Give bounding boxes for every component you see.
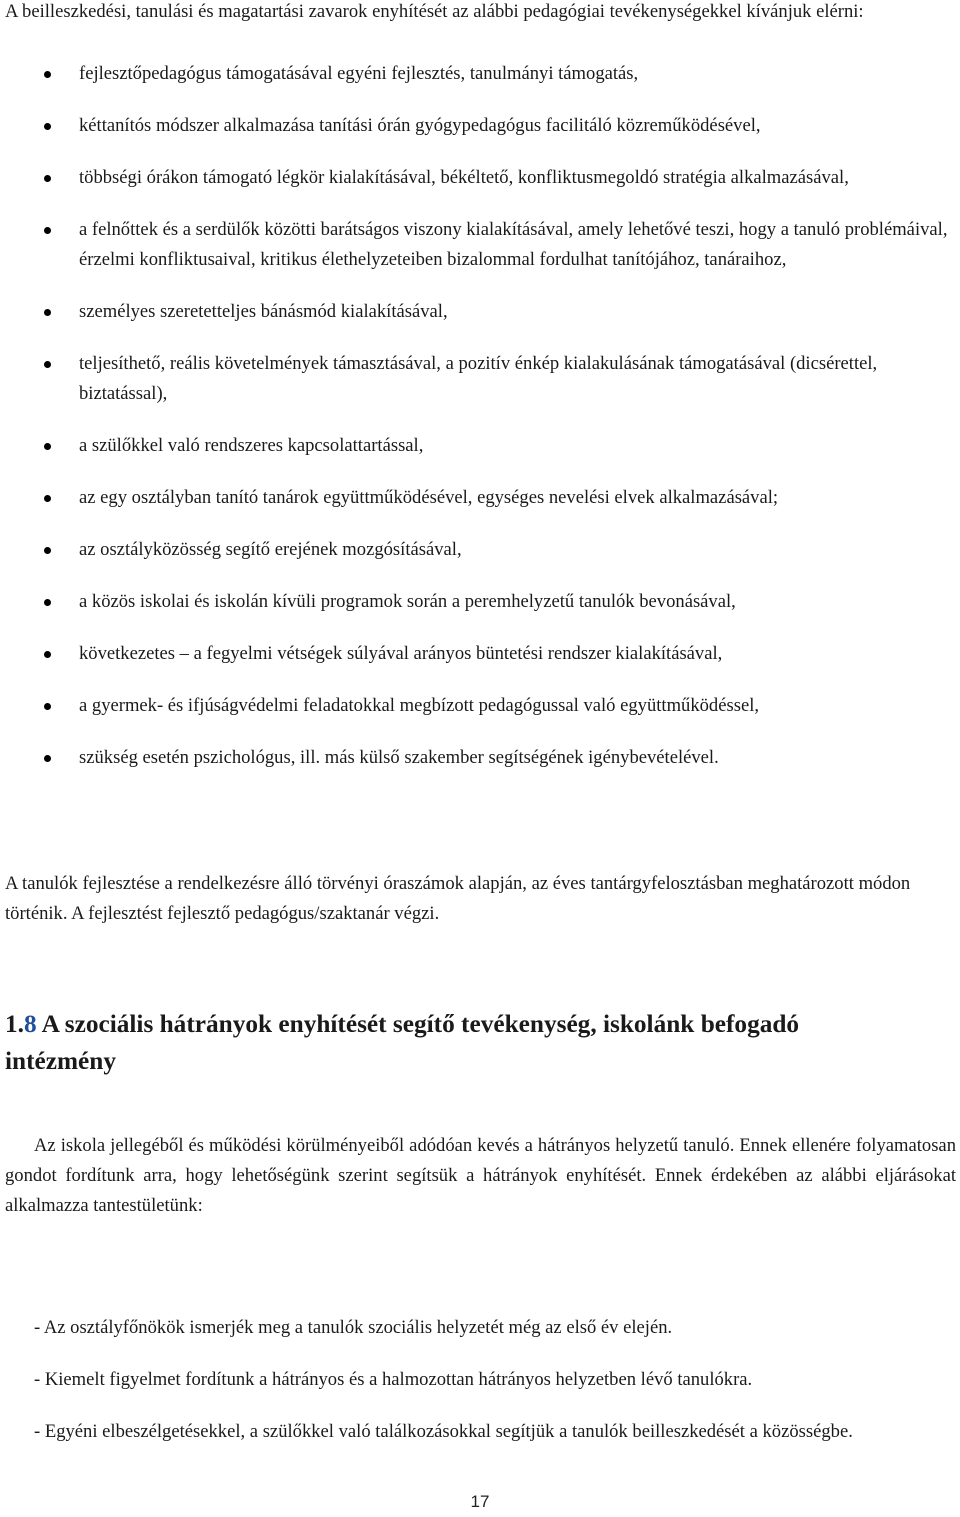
bullet-icon [44,227,51,234]
list-item-text: fejlesztőpedagógus támogatásával egyéni fejlesztés, tanulmányi támogatás, [79,63,639,84]
list-item [0,431,960,461]
section-heading [5,1006,905,1080]
list-item-text: az egy osztályban tanító tanárok együttműködésével, egységes nevelési elvek alkalmazásával; [79,487,779,508]
list-item-text: teljesíthető, reális követelmények támasztásával, a pozitív énkép kialakulásának támogatásával (dicsérettel, biztatással), [79,353,878,404]
list-item [0,691,960,721]
list-item [0,743,960,773]
list-item [0,483,960,513]
bullet-icon [44,309,51,316]
bullet-icon [44,123,51,130]
bullet-icon [44,495,51,502]
list-item [0,349,960,409]
bullet-icon [44,755,51,762]
list-item [0,587,960,617]
social-paragraph: Az iskola jellegéből és működési körülményeiből adódóan kevés a hátrányos helyzetű tanuló. Ennek ellenére folyamatosan gondot fordítunk arra, hogy lehetőségünk szerint segítsük a hátrányok enyhítését. Ennek érdekében az alábbi eljárásokat alkalmazza tantestületünk: [5,1135,956,1216]
list-item-text: az osztályközösség segítő erejének mozgósításával, [79,539,462,560]
bullet-icon [44,651,51,658]
list-item [0,297,960,327]
list-item [0,639,960,669]
bullet-icon [44,361,51,368]
bullet-icon [44,599,51,606]
dash-item: - Az osztályfőnökök ismerjék meg a tanulók szociális helyzetét még az első év elején. [34,1316,673,1338]
bullet-icon [44,71,51,78]
dash-item: - Egyéni elbeszélgetésekkel, a szülőkkel való találkozásokkal segítjük a tanulók beilleszkedését a közösségbe. [34,1420,853,1442]
bullet-icon [44,175,51,182]
list-item-text: szükség esetén pszichológus, ill. más külső szakember segítségének igénybevételével. [79,747,719,768]
page-number: 17 [470,1492,490,1511]
bullet-list [0,59,960,773]
bullet-icon [44,443,51,450]
intro-paragraph: A beilleszkedési, tanulási és magatartási zavarok enyhítését az alábbi pedagógiai tevékenységekkel kívánjuk elérni: [5,1,864,22]
bullet-icon [44,703,51,710]
list-item [0,163,960,193]
section-heading-text: A szociális hátrányok enyhítését segítő tevékenység, iskolánk befogadó intézmény [5,1010,800,1075]
list-item-text: a szülőkkel való rendszeres kapcsolattartással, [79,435,424,456]
section-number-part: 8 [23,1010,37,1038]
list-item-text: többségi órákon támogató légkör kialakításával, békéltető, konfliktusmegoldó stratégia alkalmazásával, [79,167,849,188]
list-item [0,59,960,89]
list-item-text: a felnőttek és a serdülők közötti barátságos viszony kialakításával, amely lehetővé teszi, hogy a tanuló problémáival, érzelmi konfliktusaival, kritikus élethelyzeteiben bizalommal fordulhat tanítójához, tanáraihoz, [79,219,948,270]
list-item [0,215,960,275]
list-item-text: személyes szeretetteljes bánásmód kialakításával, [79,301,448,322]
list-item [0,111,960,141]
section-number-part: 1. [5,1010,24,1038]
list-item-text: a gyermek- és ifjúságvédelmi feladatokkal megbízott pedagógussal való együttműködéssel, [79,695,760,716]
list-item [0,535,960,565]
bullet-icon [44,547,51,554]
dash-item: - Kiemelt figyelmet fordítunk a hátrányos és a halmozottan hátrányos helyzetben lévő tanulókra. [34,1368,753,1390]
list-item-text: a közös iskolai és iskolán kívüli programok során a peremhelyzetű tanulók bevonásával, [79,591,736,612]
development-paragraph: A tanulók fejlesztése a rendelkezésre álló törvényi óraszámok alapján, az éves tantárgyfelosztásban meghatározott módon történik. A fejlesztést fejlesztő pedagógus/szaktanár végzi. [5,873,911,924]
list-item-text: következetes – a fegyelmi vétségek súlyával arányos büntetési rendszer kialakításával, [79,643,723,664]
list-item-text: kéttanítós módszer alkalmazása tanítási órán gyógypedagógus facilitáló közreműködésével, [79,115,761,136]
